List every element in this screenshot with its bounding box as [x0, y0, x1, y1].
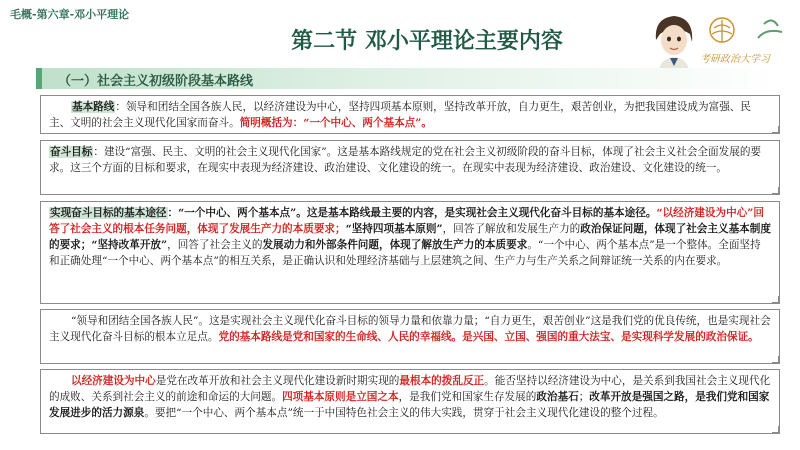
path-s1: ：“一个中心、两个基本点”。这是基本路线最主要的内容，是实现社会主义现代化奋斗目标的基本途径。: [167, 207, 657, 219]
section-header: [36, 68, 780, 89]
basic-line-label: 基本路线: [72, 101, 115, 113]
leadership-text: “领导和团结全国各族人民”。这是实现社会主义现代化奋斗目标的领导力量和依靠力量；“自力更生，艰苦创业”这是我们党的优良传统，也是实现社会主义现代化奋斗目标的根本立足点。: [49, 315, 771, 343]
brand-text: 考研政治大学习: [700, 54, 770, 65]
ec-t6: ，是我们党和国家生存发展的: [398, 391, 537, 403]
path-box: [40, 201, 780, 304]
path-s3: “坚持四项基本原则”: [345, 223, 443, 235]
ec-t7: 政治基石: [536, 391, 579, 403]
ec-t9: 改革开放是强国之路，是我们党和国家发展进步的活力源泉: [49, 391, 770, 419]
goal-box: [40, 140, 780, 195]
basic-line-box: [40, 95, 780, 134]
path-s5: 政治保证问题，体现了社会主义基本制度的要求；: [49, 223, 771, 251]
path-s7: ，回答了社会主义的: [167, 239, 263, 251]
lifeline-text: 党的基本路线是党和国家的生命线、人民的幸福线。是兴国、立国、强国的重大法宝、是实现科学发展的政治保证。: [218, 331, 759, 343]
chapter-label: 毛概-第六章-邓小平理论: [10, 8, 130, 21]
ec-t1: 以经济建设为中心: [71, 375, 156, 387]
goal-label: 奋斗目标: [50, 146, 93, 158]
ec-t4: 。能否坚持以经济建设为中心，是关系到我国社会主义现代化的成败、关系到社会主义的前途和命运的大问题。: [49, 375, 771, 403]
path-s2: “以经济建设为中心”回答了社会主义的根本任务问题，体现了发展生产力的本质要求；: [49, 207, 764, 235]
section-accent: [36, 68, 42, 89]
path-s4: ，回答了解放和发展生产力的: [442, 223, 581, 235]
avatar: [650, 12, 698, 74]
basic-line-text: ：领导和团结全国各族人民，以经济建设为中心，坚持四项基本原则，坚持改革开放，自力更生，艰苦创业，为把我国建设成为富强、民主、文明的社会主义现代化国家而奋斗。: [49, 101, 751, 129]
path-s6: “坚持改革开放”: [91, 239, 168, 251]
path-label: 实现奋斗目标的基本途径: [50, 207, 167, 219]
ec-t8: ；: [578, 391, 590, 403]
ec-t3: 最根本的拨乱反正: [399, 375, 485, 387]
path-s8: 发展动力和外部条件问题，体现了解放生产力的本质要求: [262, 239, 528, 251]
basic-line-summary: 简明概括为：“一个中心、两个基本点”。: [239, 117, 432, 129]
ec-t5: 四项基本原则是立国之本: [282, 391, 399, 403]
ec-t2: 是党在改革开放和社会主义现代化建设新时期实现的: [155, 375, 400, 387]
economic-center-box: [40, 369, 780, 434]
leadership-box: [40, 309, 780, 364]
goal-text: ：建设“富强、民主、文明的社会主义现代化国家”。这是基本路线规定的党在社会主义初级阶段的奋斗目标，体现了社会主义社会全面发展的要求。这三个方面的目标和要求，在现实中表现为经济建设、政治建设、文化建设的统一。在现实中表现为经济建设、政治建设、文化建设的统一。: [49, 146, 762, 174]
section-title: （一）社会主义初级阶段基本路线: [58, 74, 254, 89]
path-s9: 。“一个中心、两个基本点”是一个整体。全面坚持和正确处理“一个中心、两个基本点”的相互关系，是正确认识和处理经济基础与上层建筑之间、生产力与生产关系之间辩证统一关系的内在要求。: [49, 239, 761, 267]
ec-t10: 。要把“一个中心、两个基本点”统一于中国特色社会主义的伟大实践，贯穿于社会主义现代化建设的整个过程。: [144, 407, 664, 419]
page-title: 第二节 邓小平理论主要内容: [291, 29, 563, 54]
